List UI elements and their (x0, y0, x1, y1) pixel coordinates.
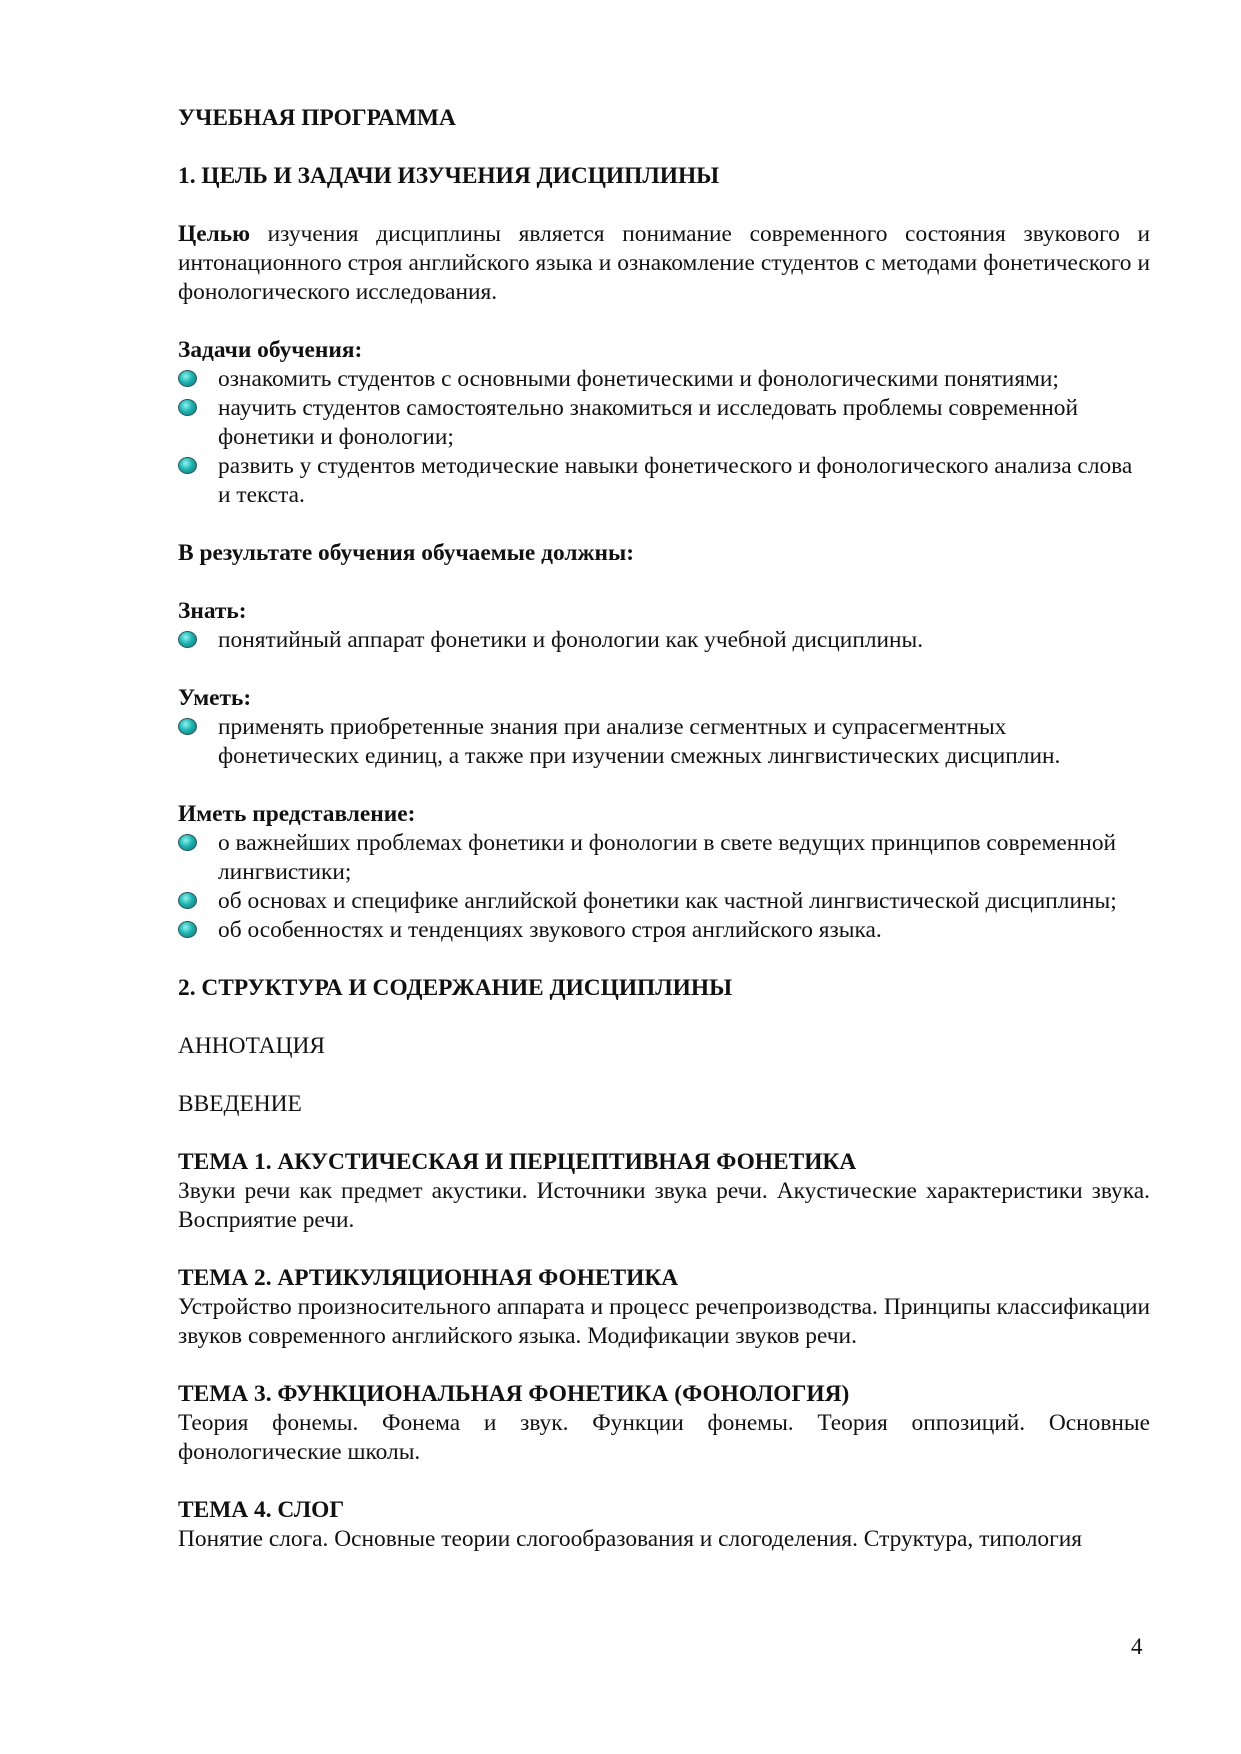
topic-3-title: ТЕМА 3. ФУНКЦИОНАЛЬНАЯ ФОНЕТИКА (ФОНОЛОГИЯ) (178, 1381, 850, 1407)
topic-1-title: ТЕМА 1. АКУСТИЧЕСКАЯ И ПЕРЦЕПТИВНАЯ ФОНЕТИКА (178, 1149, 857, 1175)
page-number: 4 (1131, 1634, 1143, 1659)
section2-heading: 2. СТРУКТУРА И СОДЕРЖАНИЕ ДИСЦИПЛИНЫ (178, 975, 733, 1001)
bullet-icon (178, 718, 197, 735)
intro-label: ВВЕДЕНИЕ (178, 1091, 302, 1117)
topic-4-title: ТЕМА 4. СЛОГ (178, 1497, 345, 1523)
page-content (178, 104, 1150, 1554)
annotation-label: АННОТАЦИЯ (178, 1033, 325, 1059)
bullet-icon (178, 370, 197, 387)
topic-1-text: Звуки речи как предмет акустики. Источники звука речи. Акустические характеристики звука. Восприятие речи. (178, 1178, 1150, 1233)
topic-2-text: Устройство произносительного аппарата и процесс речепроизводства. Принципы классификации звуков современного английского языка. Модификации звуков речи. (178, 1294, 1150, 1349)
results-heading: В результате обучения обучаемые должны: (178, 540, 634, 566)
bullet-icon (178, 921, 197, 938)
idea-heading: Иметь представление: (178, 801, 416, 827)
goal-text: изучения дисциплины является понимание современного состояния звукового и интонационного строя английского языка и ознакомление студентов с методами фонетического и фонологического исследования. (178, 221, 1150, 305)
topic-2-title: ТЕМА 2. АРТИКУЛЯЦИОННАЯ ФОНЕТИКА (178, 1265, 679, 1291)
topic-3-text: Теория фонемы. Фонема и звук. Функции фонемы. Теория оппозиций. Основные фонологические школы. (178, 1410, 1150, 1465)
list-item: применять приобретенные знания при анализе сегментных и супрасегментных фонетических единиц, а также при изучении смежных лингвистических дисциплин. (178, 713, 1150, 771)
list-item: понятийный аппарат фонетики и фонологии как учебной дисциплины. (178, 626, 1150, 655)
list-item: об основах и специфике английской фонетики как частной лингвистической дисциплины; (178, 887, 1150, 916)
bullet-icon (178, 457, 197, 474)
list-item: развить у студентов методические навыки фонетического и фонологического анализа слова и текста. (178, 452, 1150, 510)
bullet-icon (178, 399, 197, 416)
bullet-icon (178, 631, 197, 648)
goal-bold-word: Целью (178, 221, 250, 247)
list-item: об особенностях и тенденциях звукового строя английского языка. (178, 916, 1150, 945)
list-item: ознакомить студентов с основными фонетическими и фонологическими понятиями; (178, 365, 1150, 394)
know-list (178, 626, 1150, 655)
know-heading: Знать: (178, 598, 247, 624)
able-heading: Уметь: (178, 685, 252, 711)
tasks-heading: Задачи обучения: (178, 337, 363, 363)
tasks-list (178, 365, 1150, 510)
goal-paragraph (178, 220, 1150, 307)
bullet-icon (178, 892, 197, 909)
bullet-icon (178, 834, 197, 851)
topic-4-text: Понятие слога. Основные теории слогообразования и слогоделения. Структура, типология (178, 1526, 1082, 1552)
able-list (178, 713, 1150, 771)
list-item: о важнейших проблемах фонетики и фонологии в свете ведущих принципов современной лингвистики; (178, 829, 1150, 887)
document-title: УЧЕБНАЯ ПРОГРАММА (178, 105, 456, 131)
section1-heading: 1. ЦЕЛЬ И ЗАДАЧИ ИЗУЧЕНИЯ ДИСЦИПЛИНЫ (178, 163, 720, 189)
idea-list (178, 829, 1150, 945)
list-item: научить студентов самостоятельно знакомиться и исследовать проблемы современной фонетики и фонологии; (178, 394, 1150, 452)
